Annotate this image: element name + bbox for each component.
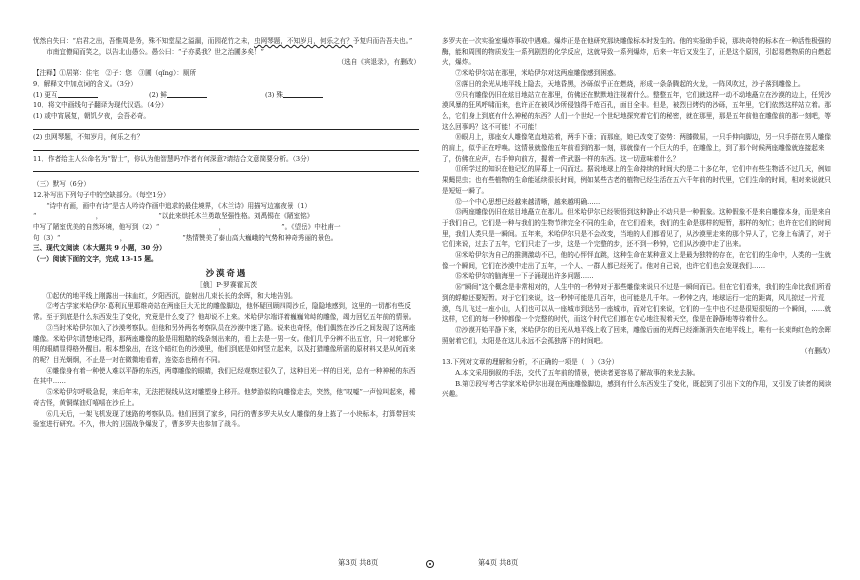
q9-item-1: (1) 更互 — [33, 90, 149, 101]
story-paragraph: ④雕像身有着一种使人难以平静的东西，两尊雕像的眼睛，我们已经观察过很久了，这种目光一样的目光，总有一种神秘的东西在其中…… — [33, 366, 416, 386]
binding-hole-icon — [426, 560, 434, 568]
story-paragraph: ⑬两座雕像仍旧在炫目地矗立在那儿。但米哈伊尔已经领悟到这种静止不动只是一种假象。这种假象不是来自雕像本身，而是来自于我们自己，它们是一种与我们的生物节律完全不同的生命，在它们看来，我们的生命是那样的短暂，那样的匆忙；也许在它们的时间里，我们人类只是一瞬间。五年来，米哈伊尔只是不会改变，当地的人们都看见了，从沙漠里走来的那个异人了，它身上布满了，对于它们来说，过去了五年，它们只走了一步，这是一个完整的步，还不到一秒钟，它们从沙漠中走了出来。 — [442, 208, 832, 249]
question-12-text: 句（3）“ ， ”热情赞美了泰山高大巍峨的气势和神奇秀丽的景色。 — [33, 233, 338, 242]
question-13-option-b: B.第②段写考古学家米哈伊尔出现在两座雕像脚边，感到有什么东西发生了变化，既起到了引出下文的作用，又引发了读者的阅读兴趣。 — [442, 379, 832, 399]
story-title: 沙漠奇遇 — [205, 267, 248, 278]
question-12: 12.补写出下列句子中的空缺部分。（每空1分） — [33, 190, 170, 199]
q9-item-2: (2) 鲜 — [149, 90, 265, 101]
story-paragraph: ⑧落日的余光从地平线上隐去，天地昏黑，沙砾似乎正在燃烧，形成一条条腾起的火龙，一阵风吹过，沙子落到雕像上。 — [455, 79, 805, 88]
story-paragraph: ⑨只有雕像仍旧在炫目地站立在那里，仿佛还在默默地注视着什么。整整五年，它们就这样一动不动地矗立在沙漠的边上，任凭沙漠风暴的狂风呼啸而来，也许正在被风沙所侵蚀得千疮百孔，面目全非。但是，被烈日烤灼的沙砾，五年里，它们依然这样站立着。那么，它们身上到底有什么神秘的东西？人们一个世纪一个世纪地探究着它们的秘密，就在那里，那是五年前他在雕像前的那一刻吧，等这么回事吗？这不可能！不可能！ — [442, 90, 832, 131]
story-paragraph: ⑮米哈伊尔的脑海里一下子涌现出许多问题…… — [455, 272, 594, 281]
story-author: ［俄］P·罗赛霍瓦茨 — [195, 280, 258, 289]
question-9: 9．解释文中加点词的含义。（3分） — [33, 79, 137, 88]
underlined-sentence: 虫网琴题，不知岁月，何乐之有？ — [253, 37, 353, 45]
section-modern-subheading: （一）阅读下面的文字，完成 13-15 题。 — [33, 255, 158, 264]
story-paragraph: ⑯“瞬间”这个概念是非常相对的，人生中的一秒钟对于那些雕像来说只不过是一瞬间而已。但在它们看来，我们的生命比我们所看到的蜉蝣还要短暂。对于它们来说，这一秒钟可能是几百年，也可能是几千年。一秒钟之内，地球运行一定的距离，风儿掠过一片荒漠，鸟儿飞过一座小山，人们也可以从一座城市到达另一座城市，而对它们来说，它们的一生中也不过是很短很短的一个瞬间，……就这样，它们的每一秒钟都像一个完整的时代，而这个时代它们都在专心地注视着天空，像是在静静地等待着什么。 — [442, 283, 832, 324]
question-10: 10．将文中画线句子翻译为现代汉语。（4分） — [33, 101, 168, 110]
story-paragraph: ⑰沙漠开始平静下来，米哈伊尔的目光从地平线上收了回来，雕像后面的光辉已经渐渐消失在地平线上，唯有一长束绚红色的余晖照射着它们，太阳是在这儿永远不会孤独落下的时间吧。 — [442, 325, 832, 345]
answer-line — [33, 143, 420, 154]
question-9-items — [33, 90, 420, 101]
question-12-text: 中写了陋室优美的自然环境，他写到（2）“ ， ”。《望岳》中杜甫一 — [33, 222, 341, 231]
page-number-left: 第3页 共8页 — [338, 558, 379, 567]
q9-item-3: (3) 殊 — [265, 90, 381, 101]
story-paragraph: ①起伏的地平线上刚露出一抹血红，夕阳西沉，旋射出几束长长的余晖，和大地告别。 — [46, 291, 297, 300]
section-3-heading: （三）默写（6分） — [33, 180, 90, 189]
passage-line: 市南宜僚闻而笑之，以告北山愚公。愚公曰：“子亦奚我？世之治圃多矣！” — [46, 47, 264, 56]
question-11: 11．作者给主人公命名为“智士”，你认为他智慧吗?作者有何深意?请结合文意简要分析。（3分） — [33, 154, 314, 163]
story-paragraph: ⑩眼月上，那座女人雕像笔直地站着，两手下垂；而那座，她已改变了姿势：两膝微屈，一只手伸向脚边，另一只手搭在男人雕像的肩上，似乎正在呼唤。这情景就像他五年前看到的那一刻，那就像有一个巨大的手，在雕像上，到了那个时候两座雕像就连接起来了，仿佛在应声，右手伸向前方，握着一件武器一样的东西。这一切意味着什么？ — [442, 133, 832, 163]
passage-line: 忧然自失曰：“启君之出，吾惟周是务，殊不知堂屋之溢漏，而园花竹之未，虫网琴题，不知岁月，何乐之有？予复归而告吾夫也。” — [33, 37, 413, 45]
story-paragraph: ⑤米哈伊尔呼吸急促，来后年末，无法把视线从这对雕塑身上移开。他梦游似的向雕像走去，突然，他“叹嘘”一声惊叫起来，稀奇古怪，黄铜煤油灯嘻嘻在沙丘上。 — [33, 388, 416, 407]
section-modern-heading: 三、现代文阅读（本大题共 9 小题，30 分） — [33, 244, 166, 253]
story-paragraph: ②考古学家米哈伊尔·葛利瓦里耶维奇站在两座巨大无比的雕像脚边，他怀疑回顾四周沙丘，隐隐地感到，这里的一切都有些反常。至于到底是什么东西发生了变化，究竟是什么变了？他却说不上来。米哈伊尔端详着巍巍耸峙的雕像，竭力回忆五年前的情景。 — [33, 302, 416, 322]
annotation: 【注释】①居第：住宅 ②子：您 ③圃（qǐng）：厕所 — [33, 69, 197, 78]
question-10-1: (1) 或中宵展复，朝饥夕夜，会吾必奇。 — [33, 111, 150, 120]
question-12-text: “诗中有画，画中有诗”是古人吟诗作画中追求的最佳境界，《木兰诗》用描写边塞夜景（1） — [46, 201, 311, 210]
left-page — [33, 36, 420, 540]
question-12-text: “ ， ”以此来烘托木兰勇敢坚强性格。刘禹锡在《陋室铭》 — [33, 212, 314, 221]
story-paragraph: ⑪所学过的知识在他记忆的屏幕上一闪而过。据说地球上的生命持续的时间大约是二十多亿年，它们中有些生物活不过几天，例如果蝇昆虫；也有些植物的生命能延续很长时间，例如某些古老的植物已经生活在五六千年前的时代里，它们生命的时间，相对来说就只是短短一瞬了。 — [442, 165, 832, 195]
question-13-option-a: A.本文采用倒叙的手法，交代了五年前的情景，使读者更容易了解故事的来龙去脉。 — [455, 368, 700, 377]
story-paragraph: ③当时米哈伊尔加入了沙漠考察队。但他和另外两名考察队员在沙漠中迷了路。说来也奇怪，他们偶然在沙丘之间发现了这两座雕像。米哈伊尔清楚地记得，那两座雕像的脸是用粗糙的线条刻出来的，看上去是一男一女。他们几乎分辨不出五官，只一对轮廓分明的眼睛显得格外醒目。根本想象出，在这个暗红色的沙漠里，他们到底是如何竖立起来，以及打猎雕像所需的原材料又是从何而来的呢？目光炯炯，不止是一对在微微地看着，连姿态也稍有不同。 — [33, 323, 416, 364]
story-paragraph: ⑥几天后，一架飞机发现了迷路的考察队员。他们回到了家乡，同行的曹多罗夫从女人雕像的身上拣了一小块标本，打算带回实验室进行研究。不久，伟大的卫国战争爆发了，曹多罗夫也参加了战斗。 — [33, 409, 416, 429]
question-13: 13.下列对文章的理解和分析，不正确的一项是（ ）（3分） — [442, 358, 619, 367]
story-paragraph: ⑦米哈伊尔站在那里，米哈伊尔对这两座雕像感到困惑。 — [455, 69, 621, 78]
story-paragraph: ⑫一个中心思想已经越来越清晰，越来越明确…… — [455, 197, 601, 206]
source-note: （选自《宾退录》，有删改） — [337, 58, 420, 67]
story-paragraph: 多罗夫在一次实验室爆炸事故中遇难。爆炸正是在他研究那块雕像标本时发生的。他的实验助手说，那块奇特的标本在一种活性极强的酶，能和周围的物质发生一系列剧烈的化学反应，这就导致一系列爆炸，后来一年后又发生了，正是这个原因，引起易燃物质的自燃起火，爆炸。 — [442, 37, 832, 67]
answer-line — [33, 164, 420, 175]
story-paragraph: ⑭米哈伊尔为自己的推测激动不已，他的心怦怦直跳，这种生命在某种意义上是最为独特的存在，在它们的生命中，人类的一生就像一个瞬间，它们在沙漠中走出了五年，一个人、一群人都已经死了。他对自己说，也许它们也会发现我们…… — [442, 251, 832, 270]
question-10-2: (2) 虫网琴题，不知岁月，何乐之有？ — [33, 133, 144, 142]
page-number-right: 第4页 共8页 — [478, 558, 519, 567]
answer-line — [33, 122, 420, 133]
right-page — [442, 36, 834, 540]
source-note: （有删改） — [801, 347, 834, 356]
